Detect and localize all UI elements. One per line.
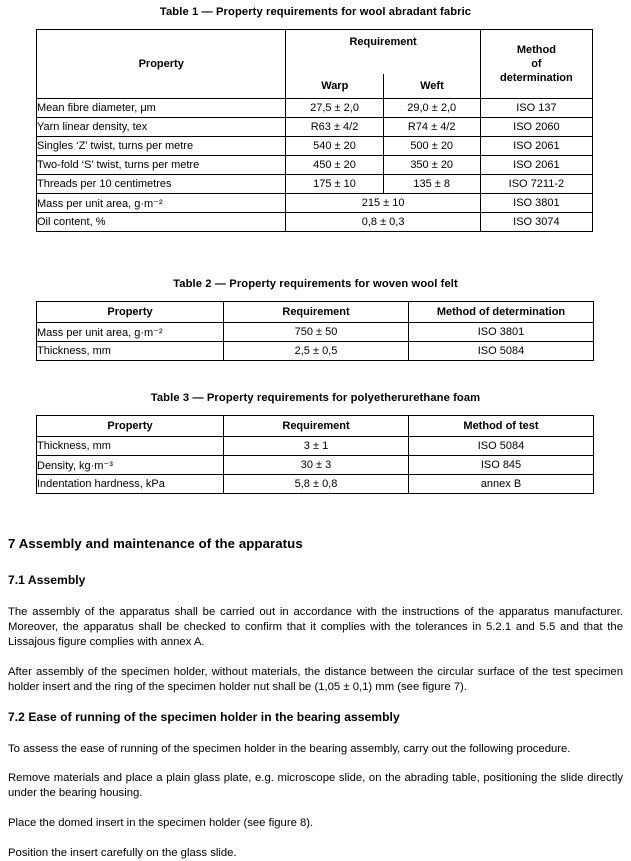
table3-r0-value: 3 ± 1 [224, 437, 409, 456]
table1-header-warp: Warp [321, 80, 349, 92]
table1-caption-text: Table 1 — Property requirements for wool abradant fabric [159, 6, 472, 18]
table1-r4-warp: 175 ± 10 [286, 175, 383, 194]
table1-r5-method: ISO 3801 [480, 194, 592, 213]
table1-r4-weft: 135 ± 8 [383, 175, 480, 194]
table1-r4-property: Threads per 10 centimetres [37, 175, 286, 194]
table2-r0-method: ISO 3801 [409, 323, 594, 342]
table3-container [36, 415, 593, 494]
table-row [37, 194, 593, 213]
table3-header-row [37, 416, 594, 437]
table1-r6-method: ISO 3074 [480, 213, 592, 232]
paragraph-7-2-4: Position the insert carefully on the glass slide. [8, 847, 237, 860]
table1-r1-method: ISO 2060 [480, 118, 592, 137]
paragraph-7-2-1: To assess the ease of running of the specimen holder in the bearing assembly, carry out the following procedure. [8, 742, 571, 755]
table-row [37, 437, 594, 456]
spacer [8, 587, 623, 605]
table3-r2-value: 5,8 ± 0,8 [224, 475, 409, 494]
table2-r0-value: 750 ± 50 [224, 323, 409, 342]
table3-caption [0, 392, 631, 404]
table1-r6-value: 0,8 ± 0,3 [286, 213, 480, 232]
spacer [8, 724, 623, 742]
table2-header-property: Property [37, 302, 224, 323]
table-row [37, 156, 593, 175]
table2-r0-property: Mass per unit area, g·m⁻² [37, 323, 224, 342]
table1 [36, 29, 593, 232]
spacer [8, 831, 623, 846]
spacer [8, 695, 623, 710]
paragraph-7-1-1: The assembly of the apparatus shall be carried out in accordance with the instructions of the apparatus manufacturer. Moreover, the apparatus shall be checked to confirm that it complies with the tolerances in 5.2.1 and 5.5 and that the Lissajous figure complies with annex A. [8, 606, 623, 648]
paragraph-7-2-2: Remove materials and place a plain glass plate, e.g. microscope slide, on the abrading table, positioning the slide directly under the bearing housing. [8, 772, 623, 800]
table1-r6-property: Oil content, % [37, 213, 286, 232]
clause-7-heading: 7 Assembly and maintenance of the apparatus [8, 536, 303, 551]
table1-r2-property: Singles ‘Z’ twist, turns per metre [37, 137, 286, 156]
table1-r4-method: ISO 7211-2 [480, 175, 592, 194]
table1-r1-weft: R74 ± 4/2 [383, 118, 480, 137]
table3 [36, 415, 594, 494]
table1-r5-value: 215 ± 10 [286, 194, 480, 213]
clause-7-1-heading: 7.1 Assembly [8, 573, 86, 587]
table2-r1-method: ISO 5084 [409, 342, 594, 361]
table1-r5-property: Mass per unit area, g·m⁻² [37, 194, 286, 213]
paragraph-7-1-2: After assembly of the specimen holder, without materials, the distance between the circular surface of the test specimen holder insert and the ring of the specimen holder nut shall be (1,05 ± 0,1) mm (see figure 7). [8, 665, 623, 693]
table-row [37, 175, 593, 194]
table3-header-method: Method of test [409, 416, 594, 437]
table3-r1-property: Density, kg·m⁻³ [37, 456, 224, 475]
table-row [37, 342, 594, 361]
paragraph-7-2-3: Place the domed insert in the specimen holder (see figure 8). [8, 817, 314, 830]
table1-header-property: Property [37, 30, 286, 99]
table2-container [36, 301, 593, 361]
table3-caption-text: Table 3 — Property requirements for polyetherurethane foam [150, 392, 481, 404]
table1-header-requirement: Requirement [349, 36, 417, 48]
table2-r1-value: 2,5 ± 0,5 [224, 342, 409, 361]
table-row [37, 456, 594, 475]
document-body [8, 536, 623, 861]
table3-r0-property: Thickness, mm [37, 437, 224, 456]
table1-r3-weft: 350 ± 20 [383, 156, 480, 175]
table3-r2-property: Indentation hardness, kPa [37, 475, 224, 494]
table2-header-row [37, 302, 594, 323]
table1-caption [0, 6, 631, 18]
spacer [8, 801, 623, 816]
table1-header-method-line2: of [531, 57, 542, 70]
table1-r2-warp: 540 ± 20 [286, 137, 383, 156]
table1-header-weft: Weft [383, 74, 480, 98]
table2-header-requirement: Requirement [224, 302, 409, 323]
table-row [37, 137, 593, 156]
table3-header-property: Property [37, 416, 224, 437]
table1-r2-method: ISO 2061 [480, 137, 592, 156]
table1-r3-method: ISO 2061 [480, 156, 592, 175]
table3-r1-value: 30 ± 3 [224, 456, 409, 475]
table1-r0-weft: 29,0 ± 2,0 [383, 99, 480, 118]
table-row [37, 118, 593, 137]
table1-r1-warp: R63 ± 4/2 [286, 118, 383, 137]
table1-header-row [37, 30, 593, 99]
spacer [8, 650, 623, 665]
table1-header-method-line1: Method [516, 43, 556, 56]
table1-header-method-line3: determination [500, 72, 573, 85]
spacer [8, 756, 623, 771]
table-row [37, 213, 593, 232]
table1-header-requirement-group [286, 30, 480, 99]
table3-r0-method: ISO 5084 [409, 437, 594, 456]
table2-caption [0, 278, 631, 290]
table2-caption-text: Table 2 — Property requirements for woven wool felt [173, 278, 458, 290]
table-row [37, 99, 593, 118]
table-row [37, 475, 594, 494]
table1-header-method [480, 30, 592, 99]
table2-header-method: Method of determination [409, 302, 594, 323]
table2-r1-property: Thickness, mm [37, 342, 224, 361]
table-row [37, 323, 594, 342]
table1-r0-method: ISO 137 [480, 99, 592, 118]
table3-header-requirement: Requirement [224, 416, 409, 437]
table2 [36, 301, 594, 361]
table1-r3-warp: 450 ± 20 [286, 156, 383, 175]
table1-r3-property: Two-fold ‘S’ twist, turns per metre [37, 156, 286, 175]
table3-r2-method: annex B [409, 475, 594, 494]
table1-r1-property: Yarn linear density, tex [37, 118, 286, 137]
table1-container [36, 29, 593, 232]
table1-r0-property: Mean fibre diameter, μm [37, 99, 286, 118]
spacer [8, 551, 623, 573]
clause-7-2-heading: 7.2 Ease of running of the specimen holder in the bearing assembly [8, 709, 400, 724]
table3-r1-method: ISO 845 [409, 456, 594, 475]
table1-r2-weft: 500 ± 20 [383, 137, 480, 156]
table1-r0-warp: 27,5 ± 2,0 [286, 99, 383, 118]
